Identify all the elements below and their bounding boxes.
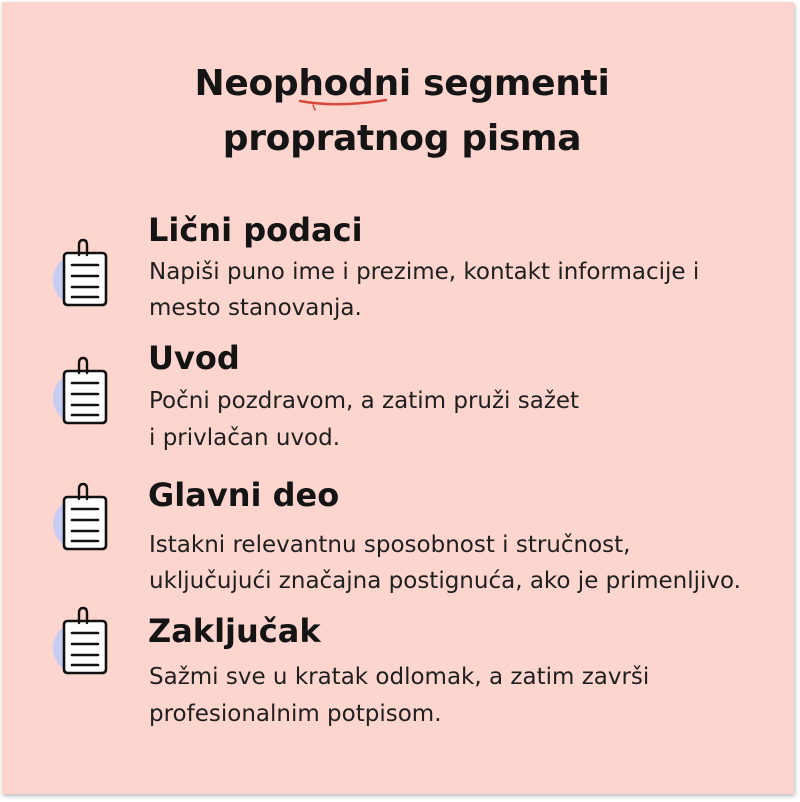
notepad-icon [46,479,126,559]
section-text-line: Sažmi sve u kratak odlomak, a zatim završi [149,664,650,690]
section-text-line: Napiši puno ime i prezime, kontakt informacije i [149,259,700,285]
section-text-line: Istakni relevantnu sposobnost i stručnost, [149,532,631,558]
section-text-line: i privlačan uvod. [149,425,341,451]
page-title-line-2: propratnog pisma [222,118,582,159]
notepad-icon [46,235,126,315]
notepad-icon [46,603,126,683]
section-text-line: Počni pozdravom, a zatim pruži sažet [149,388,580,414]
section-text-line: mesto stanovanja. [149,295,362,321]
section-text-line: profesionalnim potpisom. [149,701,442,727]
section-text-line: uključujući značajna postignuća, ako je primenljivo. [149,568,741,594]
infographic-card [2,2,794,794]
notepad-icon [46,353,126,433]
section-heading-conclusion: Zaključak [148,612,321,650]
section-heading-main-part: Glavni deo [148,476,340,514]
section-heading-personal-info: Lični podaci [148,211,363,249]
section-heading-introduction: Uvod [148,339,240,377]
page-title-line-1: Neophodni segmenti [194,63,610,104]
